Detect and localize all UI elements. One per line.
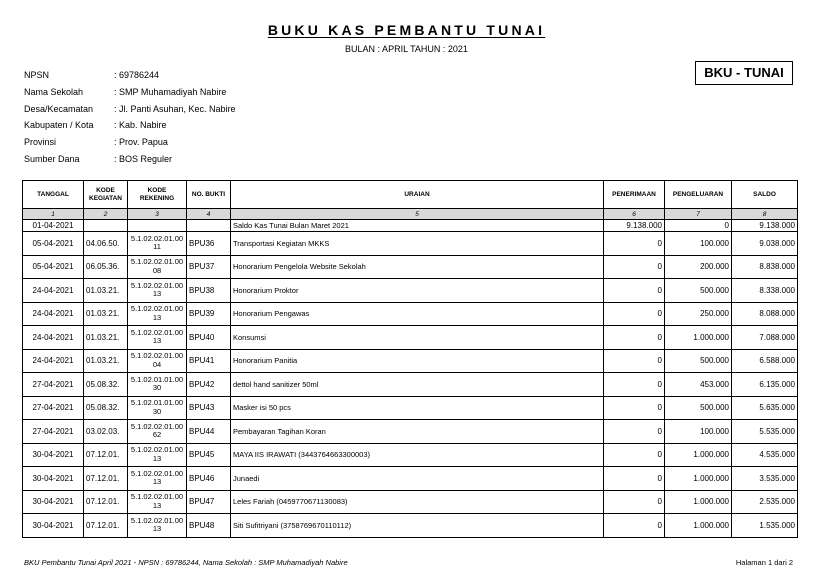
column-number: 6	[604, 209, 665, 220]
cell-saldo: 9.038.000	[732, 232, 798, 256]
table-row	[23, 396, 798, 420]
table-row	[23, 373, 798, 397]
cell-pengeluaran: 500.000	[665, 396, 732, 420]
column-number-row	[23, 209, 798, 220]
cell-pengeluaran: 1.000.000	[665, 467, 732, 491]
table-row	[23, 490, 798, 514]
cell-tanggal: 24-04-2021	[23, 326, 84, 350]
cell-bukti: BPU45	[187, 443, 231, 467]
cell-saldo: 3.535.000	[732, 467, 798, 491]
cell-saldo: 6.588.000	[732, 349, 798, 373]
cell-rekening: 5.1.02.02.01.0008	[128, 255, 187, 279]
cell-bukti: BPU41	[187, 349, 231, 373]
table-row	[23, 279, 798, 303]
cell-uraian: Honorarium Proktor	[231, 279, 604, 303]
cell-penerimaan: 0	[604, 443, 665, 467]
header-kode-kegiatan: KODE KEGIATAN	[84, 181, 128, 209]
cell-pengeluaran: 453.000	[665, 373, 732, 397]
cell-pengeluaran: 200.000	[665, 255, 732, 279]
cell-uraian: Honorarium Panitia	[231, 349, 604, 373]
cell-penerimaan: 0	[604, 514, 665, 538]
cell-uraian: Saldo Kas Tunai Bulan Maret 2021	[231, 220, 604, 232]
table-row	[23, 443, 798, 467]
column-number: 3	[128, 209, 187, 220]
table-row	[23, 326, 798, 350]
info-row-nama-sekolah	[24, 87, 236, 104]
column-number: 7	[665, 209, 732, 220]
cell-saldo: 7.088.000	[732, 326, 798, 350]
info-row-kabupaten	[24, 120, 236, 137]
cell-uraian: Siti Sufitriyani (3758769670110112)	[231, 514, 604, 538]
header-kode-rekening: KODE REKENING	[128, 181, 187, 209]
info-label: Provinsi	[24, 137, 57, 148]
cell-rekening: 5.1.02.02.01.0004	[128, 349, 187, 373]
header-uraian: URAIAN	[231, 181, 604, 209]
cell-penerimaan: 0	[604, 349, 665, 373]
column-number: 5	[231, 209, 604, 220]
table-row-opening-balance	[23, 220, 798, 232]
cell-tanggal: 30-04-2021	[23, 514, 84, 538]
info-row-sumber-dana	[24, 154, 236, 171]
cell-tanggal: 27-04-2021	[23, 396, 84, 420]
cell-uraian: dettol hand sanitizer 50ml	[231, 373, 604, 397]
column-number: 2	[84, 209, 128, 220]
info-label: Sumber Dana	[24, 153, 80, 164]
cell-saldo: 4.535.000	[732, 443, 798, 467]
cell-tanggal: 05-04-2021	[23, 232, 84, 256]
cell-pengeluaran: 250.000	[665, 302, 732, 326]
cell-uraian: Konsumsi	[231, 326, 604, 350]
cell-penerimaan: 0	[604, 373, 665, 397]
table-header-row	[23, 181, 798, 209]
cell-kegiatan: 01.03.21.	[84, 349, 128, 373]
cell-kegiatan: 05.08.32.	[84, 373, 128, 397]
cell-rekening: 5.1.02.02.01.0013	[128, 467, 187, 491]
cell-rekening: 5.1.02.02.01.0013	[128, 279, 187, 303]
cell-penerimaan: 0	[604, 302, 665, 326]
cell-kegiatan: 07.12.01.	[84, 514, 128, 538]
table-row	[23, 302, 798, 326]
cell-tanggal: 27-04-2021	[23, 420, 84, 444]
table-row	[23, 349, 798, 373]
cell-bukti: BPU40	[187, 326, 231, 350]
cell-rekening: 5.1.02.02.01.0011	[128, 232, 187, 256]
cell-pengeluaran: 500.000	[665, 279, 732, 303]
column-number: 4	[187, 209, 231, 220]
header-tanggal: TANGGAL	[23, 181, 84, 209]
cell-rekening: 5.1.02.02.01.0013	[128, 490, 187, 514]
cell-rekening: 5.1.02.01.01.0030	[128, 373, 187, 397]
cell-pengeluaran: 0	[665, 220, 732, 232]
info-value: : Prov. Papua	[114, 137, 168, 148]
bku-tunai-badge: BKU - TUNAI	[695, 61, 793, 85]
cell-bukti: BPU46	[187, 467, 231, 491]
cell-penerimaan: 0	[604, 467, 665, 491]
cell-saldo: 5.635.000	[732, 396, 798, 420]
document-subtitle: BULAN : APRIL TAHUN : 2021	[345, 44, 468, 54]
cell-kegiatan	[84, 220, 128, 232]
info-row-npsn	[24, 70, 236, 87]
cell-kegiatan: 07.12.01.	[84, 490, 128, 514]
cell-bukti: BPU42	[187, 373, 231, 397]
cell-bukti: BPU39	[187, 302, 231, 326]
info-row-provinsi	[24, 137, 236, 154]
cell-tanggal: 01-04-2021	[23, 220, 84, 232]
cell-bukti: BPU47	[187, 490, 231, 514]
cell-saldo: 2.535.000	[732, 490, 798, 514]
column-number: 1	[23, 209, 84, 220]
school-info	[24, 70, 236, 171]
cell-penerimaan: 0	[604, 326, 665, 350]
cell-tanggal: 24-04-2021	[23, 279, 84, 303]
cell-bukti: BPU38	[187, 279, 231, 303]
cell-kegiatan: 01.03.21.	[84, 279, 128, 303]
cell-rekening: 5.1.02.02.01.0013	[128, 514, 187, 538]
table-row	[23, 420, 798, 444]
header-saldo: SALDO	[732, 181, 798, 209]
cell-kegiatan: 04.06.50.	[84, 232, 128, 256]
cell-tanggal: 27-04-2021	[23, 373, 84, 397]
cell-bukti: BPU36	[187, 232, 231, 256]
table-row	[23, 232, 798, 256]
cell-kegiatan: 03.02.03.	[84, 420, 128, 444]
cell-saldo: 8.838.000	[732, 255, 798, 279]
cell-tanggal: 05-04-2021	[23, 255, 84, 279]
info-value: : SMP Muhamadiyah Nabire	[114, 86, 227, 97]
cell-tanggal: 24-04-2021	[23, 302, 84, 326]
cell-pengeluaran: 1.000.000	[665, 514, 732, 538]
cell-saldo: 8.088.000	[732, 302, 798, 326]
cell-pengeluaran: 1.000.000	[665, 490, 732, 514]
cell-uraian: Honorarium Pengelola Website Sekolah	[231, 255, 604, 279]
cell-rekening: 5.1.02.01.01.0030	[128, 396, 187, 420]
document-title: BUKU KAS PEMBANTU TUNAI	[267, 22, 546, 38]
cell-pengeluaran: 100.000	[665, 420, 732, 444]
cell-pengeluaran: 100.000	[665, 232, 732, 256]
cell-penerimaan: 0	[604, 279, 665, 303]
cell-pengeluaran: 1.000.000	[665, 443, 732, 467]
cell-bukti: BPU44	[187, 420, 231, 444]
cell-bukti: BPU37	[187, 255, 231, 279]
info-row-desa-kecamatan	[24, 104, 236, 121]
cell-penerimaan: 0	[604, 255, 665, 279]
header-no-bukti: NO. BUKTI	[187, 181, 231, 209]
cell-uraian: Junaedi	[231, 467, 604, 491]
cell-penerimaan: 0	[604, 490, 665, 514]
info-label: Kabupaten / Kota	[24, 120, 94, 131]
info-value: : BOS Reguler	[114, 153, 173, 164]
cell-uraian: Masker isi 50 pcs	[231, 396, 604, 420]
cell-rekening: 5.1.02.02.01.0062	[128, 420, 187, 444]
header-pengeluaran: PENGELUARAN	[665, 181, 732, 209]
cell-saldo: 8.338.000	[732, 279, 798, 303]
cell-saldo: 5.535.000	[732, 420, 798, 444]
cell-saldo: 1.535.000	[732, 514, 798, 538]
cell-penerimaan: 0	[604, 396, 665, 420]
table-row	[23, 467, 798, 491]
cell-saldo: 6.135.000	[732, 373, 798, 397]
cell-penerimaan: 0	[604, 420, 665, 444]
cell-uraian: Honorarium Pengawas	[231, 302, 604, 326]
cell-bukti	[187, 220, 231, 232]
cell-pengeluaran: 1.000.000	[665, 326, 732, 350]
cell-tanggal: 30-04-2021	[23, 443, 84, 467]
column-number: 8	[732, 209, 798, 220]
cell-saldo: 9.138.000	[732, 220, 798, 232]
cell-kegiatan: 07.12.01.	[84, 467, 128, 491]
cell-tanggal: 30-04-2021	[23, 467, 84, 491]
info-value: : Jl. Panti Asuhan, Kec. Nabire	[114, 103, 236, 114]
cell-kegiatan: 01.03.21.	[84, 302, 128, 326]
table-row	[23, 514, 798, 538]
cell-rekening: 5.1.02.02.01.0013	[128, 326, 187, 350]
header-penerimaan: PENERIMAAN	[604, 181, 665, 209]
cell-tanggal: 24-04-2021	[23, 349, 84, 373]
cell-bukti: BPU48	[187, 514, 231, 538]
footer-document-info: BKU Pembantu Tunai April 2021 - NPSN : 69786244, Nama Sekolah : SMP Muhamadiyah Nabire	[24, 558, 348, 567]
cell-uraian: Transportasi Kegiatan MKKS	[231, 232, 604, 256]
cell-pengeluaran: 500.000	[665, 349, 732, 373]
cell-penerimaan: 9.138.000	[604, 220, 665, 232]
info-label: Desa/Kecamatan	[24, 103, 94, 114]
info-label: Nama Sekolah	[24, 86, 84, 97]
cell-tanggal: 30-04-2021	[23, 490, 84, 514]
info-value: : Kab. Nabire	[114, 120, 167, 131]
cell-uraian: Leles Fariah (0459770671130083)	[231, 490, 604, 514]
cell-kegiatan: 01.03.21.	[84, 326, 128, 350]
footer-page-number: Halaman 1 dari 2	[735, 558, 793, 567]
cell-kegiatan: 05.08.32.	[84, 396, 128, 420]
cell-kegiatan: 06.05.36.	[84, 255, 128, 279]
cash-book-table	[22, 180, 798, 538]
info-label: NPSN	[24, 70, 50, 80]
cell-rekening	[128, 220, 187, 232]
cell-rekening: 5.1.02.02.01.0013	[128, 302, 187, 326]
table-row	[23, 255, 798, 279]
cell-kegiatan: 07.12.01.	[84, 443, 128, 467]
cell-bukti: BPU43	[187, 396, 231, 420]
cell-uraian: MAYA IIS IRAWATI (3443764663300003)	[231, 443, 604, 467]
cell-penerimaan: 0	[604, 232, 665, 256]
info-value: : 69786244	[114, 70, 160, 80]
cell-uraian: Pembayaran Tagihan Koran	[231, 420, 604, 444]
cell-rekening: 5.1.02.02.01.0013	[128, 443, 187, 467]
